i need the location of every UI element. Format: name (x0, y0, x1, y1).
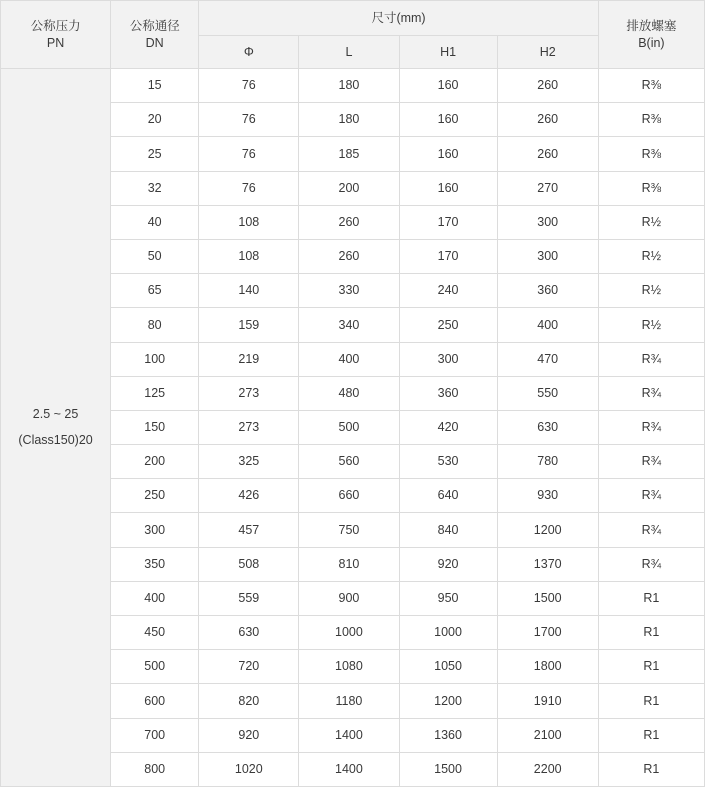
cell-dn: 200 (111, 445, 199, 479)
cell-l: 400 (299, 342, 399, 376)
cell-h2: 780 (497, 445, 598, 479)
cell-dn: 32 (111, 171, 199, 205)
cell-h2: 260 (497, 137, 598, 171)
cell-h2: 1370 (497, 547, 598, 581)
cell-dn: 800 (111, 752, 199, 786)
cell-drain-plug: R⅜ (598, 137, 704, 171)
header-nominal-diameter (111, 1, 199, 69)
header-dimension-phi: Φ (199, 36, 299, 69)
cell-dn: 15 (111, 69, 199, 103)
cell-dn: 65 (111, 274, 199, 308)
cell-h2: 1200 (497, 513, 598, 547)
cell-drain-plug: R1 (598, 616, 704, 650)
cell-h1: 1000 (399, 616, 497, 650)
cell-drain-plug: R1 (598, 718, 704, 752)
cell-h2: 550 (497, 376, 598, 410)
header-nominal-pressure (1, 1, 111, 69)
cell-drain-plug: R½ (598, 274, 704, 308)
cell-phi: 820 (199, 684, 299, 718)
cell-h2: 260 (497, 103, 598, 137)
cell-dn: 125 (111, 376, 199, 410)
cell-l: 1080 (299, 650, 399, 684)
cell-drain-plug: R½ (598, 239, 704, 273)
cell-l: 260 (299, 205, 399, 239)
cell-dn: 150 (111, 410, 199, 444)
cell-dn: 700 (111, 718, 199, 752)
cell-l: 1400 (299, 752, 399, 786)
cell-drain-plug: R½ (598, 205, 704, 239)
header-dimension-h1: H1 (399, 36, 497, 69)
cell-phi: 508 (199, 547, 299, 581)
header-dimensions: 尺寸(mm) (199, 1, 599, 36)
cell-drain-plug: R¾ (598, 513, 704, 547)
header-nominal-pressure-unit: PN (46, 35, 65, 50)
cell-drain-plug: R⅜ (598, 69, 704, 103)
cell-h1: 160 (399, 171, 497, 205)
cell-l: 1400 (299, 718, 399, 752)
cell-drain-plug: R1 (598, 650, 704, 684)
cell-l: 185 (299, 137, 399, 171)
cell-dn: 80 (111, 308, 199, 342)
cell-h1: 250 (399, 308, 497, 342)
cell-h2: 360 (497, 274, 598, 308)
cell-phi: 76 (199, 137, 299, 171)
cell-l: 1000 (299, 616, 399, 650)
cell-h1: 160 (399, 137, 497, 171)
cell-phi: 559 (199, 581, 299, 615)
cell-l: 810 (299, 547, 399, 581)
cell-drain-plug: R1 (598, 752, 704, 786)
cell-phi: 630 (199, 616, 299, 650)
cell-dn: 450 (111, 616, 199, 650)
cell-phi: 159 (199, 308, 299, 342)
cell-h1: 170 (399, 239, 497, 273)
cell-dn: 50 (111, 239, 199, 273)
header-drain-plug-unit: B(in) (638, 35, 665, 50)
pressure-range-line: 2.5 ~ 25 (32, 407, 79, 422)
cell-h2: 1500 (497, 581, 598, 615)
cell-h2: 270 (497, 171, 598, 205)
cell-h2: 260 (497, 69, 598, 103)
cell-drain-plug: R¾ (598, 342, 704, 376)
pressure-class-line: (Class150)20 (18, 433, 93, 448)
cell-l: 500 (299, 410, 399, 444)
cell-dn: 300 (111, 513, 199, 547)
cell-drain-plug: R¾ (598, 410, 704, 444)
cell-h1: 360 (399, 376, 497, 410)
table-row (1, 69, 705, 103)
cell-h1: 240 (399, 274, 497, 308)
cell-h2: 300 (497, 205, 598, 239)
cell-phi: 325 (199, 445, 299, 479)
cell-drain-plug: R¾ (598, 479, 704, 513)
header-dimension-h2: H2 (497, 36, 598, 69)
header-nominal-pressure-title: 公称压力 (30, 18, 81, 33)
header-drain-plug (598, 1, 704, 69)
header-nominal-diameter-unit: DN (145, 35, 164, 50)
cell-dn: 350 (111, 547, 199, 581)
cell-phi: 273 (199, 410, 299, 444)
cell-dn: 400 (111, 581, 199, 615)
cell-phi: 108 (199, 239, 299, 273)
cell-l: 480 (299, 376, 399, 410)
cell-phi: 140 (199, 274, 299, 308)
cell-drain-plug: R¾ (598, 445, 704, 479)
header-dimension-l: L (299, 36, 399, 69)
cell-h1: 1200 (399, 684, 497, 718)
table-body (1, 69, 705, 787)
cell-h1: 160 (399, 69, 497, 103)
cell-phi: 76 (199, 103, 299, 137)
header-row-primary (1, 1, 705, 36)
cell-l: 260 (299, 239, 399, 273)
cell-h1: 950 (399, 581, 497, 615)
cell-l: 900 (299, 581, 399, 615)
cell-dn: 20 (111, 103, 199, 137)
cell-phi: 76 (199, 171, 299, 205)
cell-dn: 250 (111, 479, 199, 513)
cell-dn: 100 (111, 342, 199, 376)
cell-l: 180 (299, 69, 399, 103)
cell-nominal-pressure-value (1, 69, 111, 787)
cell-phi: 720 (199, 650, 299, 684)
cell-h1: 1360 (399, 718, 497, 752)
cell-dn: 600 (111, 684, 199, 718)
cell-phi: 219 (199, 342, 299, 376)
cell-phi: 76 (199, 69, 299, 103)
cell-h2: 300 (497, 239, 598, 273)
cell-l: 180 (299, 103, 399, 137)
cell-h2: 2100 (497, 718, 598, 752)
cell-drain-plug: R¾ (598, 547, 704, 581)
cell-l: 1180 (299, 684, 399, 718)
cell-h2: 930 (497, 479, 598, 513)
cell-h1: 160 (399, 103, 497, 137)
cell-h2: 1800 (497, 650, 598, 684)
cell-h2: 1700 (497, 616, 598, 650)
cell-phi: 920 (199, 718, 299, 752)
cell-dn: 40 (111, 205, 199, 239)
table-header (1, 1, 705, 69)
cell-drain-plug: R⅜ (598, 103, 704, 137)
cell-h1: 920 (399, 547, 497, 581)
cell-drain-plug: R1 (598, 581, 704, 615)
cell-h1: 1500 (399, 752, 497, 786)
cell-l: 340 (299, 308, 399, 342)
cell-h2: 2200 (497, 752, 598, 786)
cell-h1: 300 (399, 342, 497, 376)
cell-h2: 470 (497, 342, 598, 376)
cell-h1: 1050 (399, 650, 497, 684)
cell-h2: 630 (497, 410, 598, 444)
cell-dn: 25 (111, 137, 199, 171)
cell-l: 660 (299, 479, 399, 513)
cell-h1: 840 (399, 513, 497, 547)
cell-h1: 640 (399, 479, 497, 513)
cell-h1: 170 (399, 205, 497, 239)
cell-drain-plug: R¾ (598, 376, 704, 410)
cell-phi: 1020 (199, 752, 299, 786)
cell-phi: 426 (199, 479, 299, 513)
cell-l: 330 (299, 274, 399, 308)
header-drain-plug-title: 排放螺塞 (626, 18, 677, 33)
cell-h2: 400 (497, 308, 598, 342)
cell-drain-plug: R⅜ (598, 171, 704, 205)
cell-h2: 1910 (497, 684, 598, 718)
cell-l: 560 (299, 445, 399, 479)
cell-drain-plug: R½ (598, 308, 704, 342)
cell-l: 200 (299, 171, 399, 205)
cell-dn: 500 (111, 650, 199, 684)
cell-h1: 530 (399, 445, 497, 479)
cell-phi: 108 (199, 205, 299, 239)
cell-h1: 420 (399, 410, 497, 444)
cell-phi: 273 (199, 376, 299, 410)
cell-phi: 457 (199, 513, 299, 547)
header-nominal-diameter-title: 公称通径 (129, 18, 180, 33)
cell-l: 750 (299, 513, 399, 547)
cell-drain-plug: R1 (598, 684, 704, 718)
